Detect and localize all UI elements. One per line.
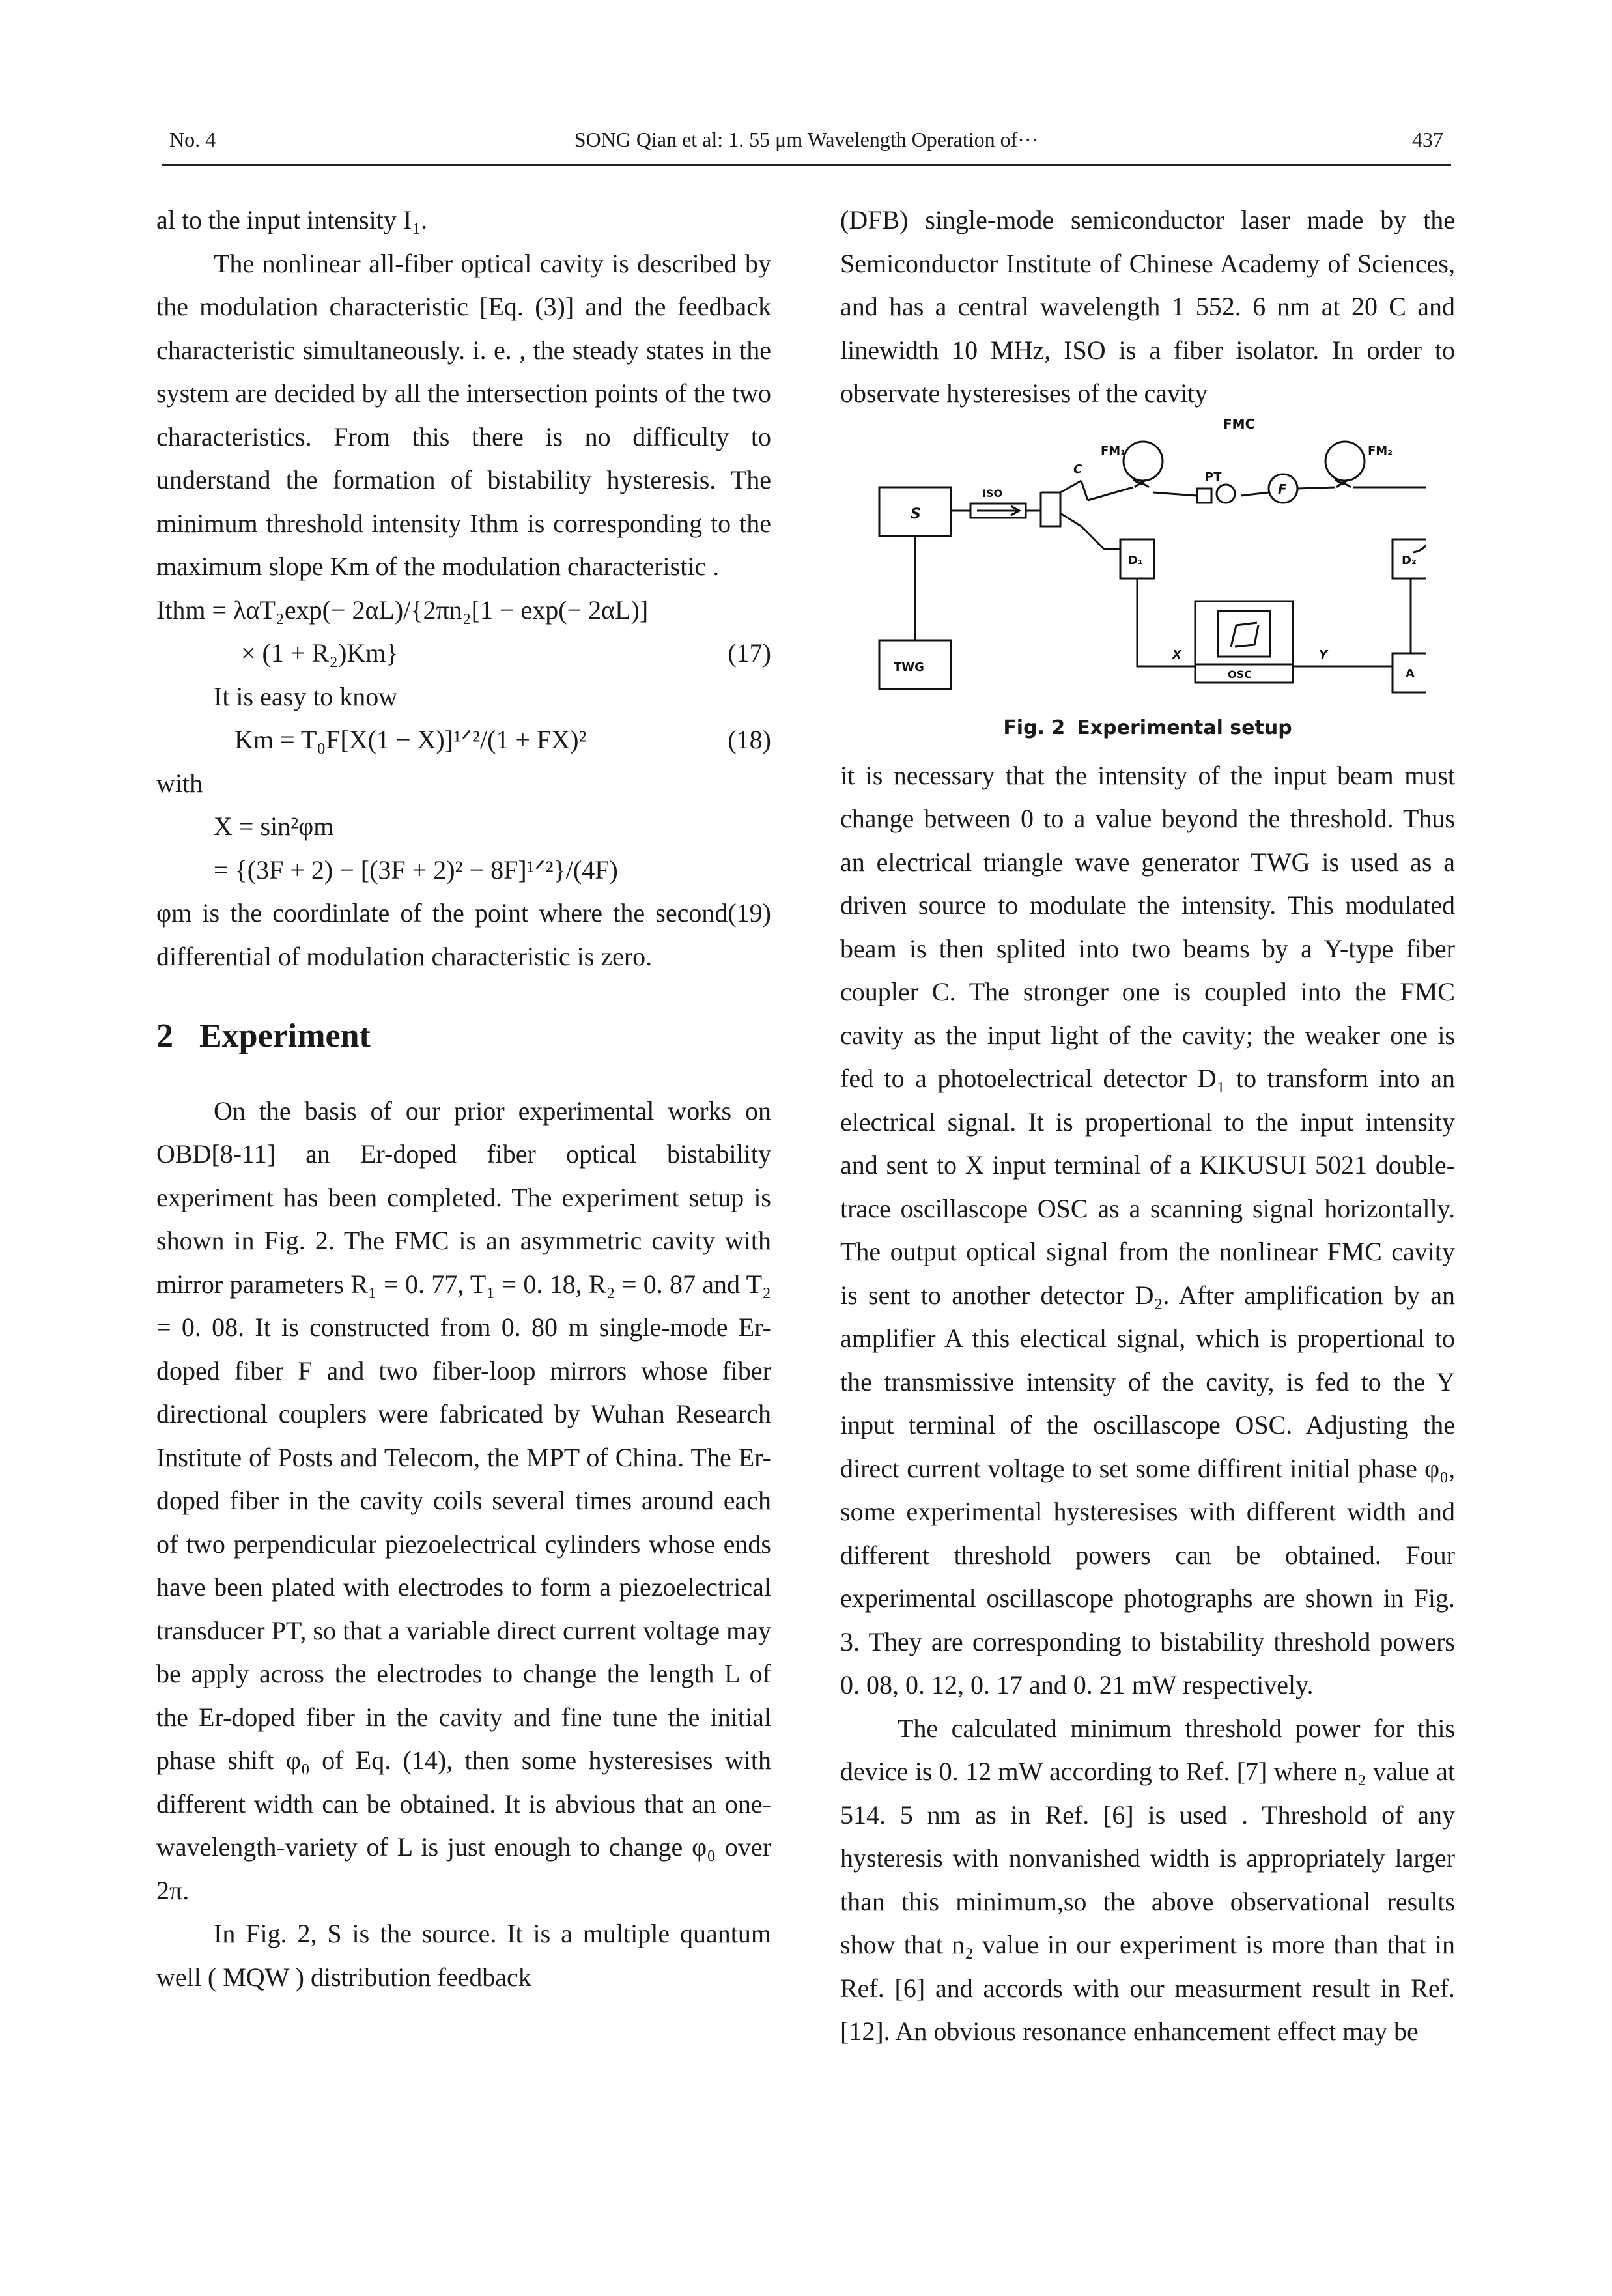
equation-number: (17) [728, 638, 771, 668]
fm1-label: FM₁ [1101, 444, 1126, 458]
paragraph: The calculated minimum threshold power for this device is 0. 12 mW according to Ref. [7] where n₂ value at 514. 5 nm as in Ref. [6] is used . Threshold of any hysteresis with nonvanished width is appropriately larger than this minimum,so the above observational results show that n₂ value in our experiment is more than that in Ref. [6] and accords with our measurment result in Ref. [12]. An obvious resonance enhancement effect may be [840, 1713, 1455, 2046]
fiber-loop-mirror-1 [1124, 442, 1163, 481]
paragraph: with [156, 768, 203, 798]
d1-label: D₁ [1128, 553, 1143, 567]
equation-19-line-2: = {(3F + 2) − [(3F + 2)² − 8F]¹ᐟ²}/(4F) [214, 855, 618, 885]
figure-experimental-setup [840, 416, 1455, 754]
setup-diagram [866, 416, 1426, 722]
y-coupler [1041, 481, 1081, 526]
equation-19-line-1: X = sin²φm [214, 812, 334, 841]
page-number: 437 [1412, 128, 1443, 151]
paragraph: On the basis of our prior experimental works on OBD[8-11] an Er-doped fiber optical bistability experiment has been completed. The experiment setup is shown in Fig. 2. The FMC is an asymmetric cavity with mirror parameters R₁ = 0. 77, T₁ = 0. 18, R₂ = 0. 87 and T₂ = 0. 08. It is constructed from 0. 80 m single-mode Er-doped fiber F and two fiber-loop mirrors whose fiber directional couplers were fabricated by Wuhan Research Institute of Posts and Telecom, the MPT of China. The Er-doped fiber in the cavity coils several times around each of two perpendicular piezoelectrical cylinders whose ends have been plated with electrodes to form a piezoelectrical transducer PT, so that a variable direct current voltage may be apply across the electrodes to change the length L of the Er-doped fiber in the cavity and fine tune the initial phase shift φ₀ of Eq. (14), then some hysteresises with different width can be obtained. It is abvious that an one-wavelength-variety of L is just enough to change φ₀ over 2π. [156, 1096, 771, 1905]
hysteresis-trace [1231, 623, 1258, 647]
equation-18: Km = T₀F[X(1 − X)]¹ᐟ²/(1 + FX)² (18) [156, 718, 771, 762]
paragraph: al to the input intensity I₁. [156, 205, 428, 234]
fmc-label: FMC [1223, 416, 1255, 432]
pt-cylinder [1217, 485, 1235, 503]
fiber-loop-mirror-2 [1325, 442, 1365, 481]
section-title: Experiment [199, 1017, 371, 1055]
osc-label: OSC [1228, 668, 1252, 681]
twg-label: TWG [894, 660, 924, 674]
x-label: X [1172, 647, 1181, 662]
a-label: A [1406, 666, 1415, 681]
right-column [840, 199, 1455, 2054]
iso-label: ISO [982, 487, 1003, 500]
paragraph: (DFB) single-mode semiconductor laser made by the Semiconductor Institute of Chinese Academy of Sciences, and has a central wavelength 1 552. 6 nm at 20 C and linewidth 10 MHz, ISO is a fiber isolator. In order to observate hysteresises of the cavity [840, 205, 1455, 408]
equation-number: (18) [728, 725, 771, 754]
osc-screen [1218, 611, 1270, 657]
fm2-label: FM₂ [1368, 444, 1393, 458]
d2-label: D₂ [1402, 553, 1417, 567]
isolator-arrow [977, 506, 1019, 515]
running-title: SONG Qian et al: 1. 55 μm Wavelength Operation of··· [574, 128, 1039, 151]
y-label: Y [1319, 647, 1328, 662]
page-header [162, 125, 1451, 166]
section-heading [156, 1015, 771, 1058]
left-column [156, 199, 771, 1999]
paragraph: φm is the coordinlate of the point where the second differential of modulation characteristic is zero. [156, 898, 728, 971]
figure-caption [840, 707, 1455, 750]
figure-caption-label: Fig. 2 [1003, 716, 1066, 739]
issue-number: No. 4 [169, 128, 216, 151]
paragraph: The nonlinear all-fiber optical cavity is described by the modulation characteristic [Eq. (3)] and the feedback characteristic simultaneously. i. e. , the steady states in the system are decided by all the intersection points of the two characteristics. From this there is no difficulty to understand the formation of bistability hysteresis. The minimum threshold intensity Ithm is corresponding to the maximum slope Km of the modulation characteristic . [156, 248, 771, 581]
equation-17-line-1: Ithm = λαT₂exp(− 2αL)/{2πn₂[1 − exp(− 2αL)] [156, 595, 649, 625]
paragraph: It is easy to know [214, 681, 398, 711]
section-number: 2 [156, 1017, 173, 1055]
c-to-d1 [1081, 526, 1120, 549]
equation-17-line-2: × (1 + R₂)Km} (17) [156, 632, 771, 675]
s-label: S [911, 505, 921, 522]
x-signal-line [1137, 578, 1195, 666]
fiber-line [1088, 487, 1426, 552]
paragraph: it is necessary that the intensity of the input beam must change between 0 to a value beyond the threshold. Thus an electrical triangle wave generator TWG is used as a driven source to modulate the intensity. This modulated beam is then splited into two beams by a Y-type fiber coupler C. The stronger one is coupled into the FMC cavity as the input light of the cavity; the weaker one is fed to a photoelectrical detector D₁ to transform into an electrical signal. It is propertional to the input intensity and sent to X input terminal of a KIKUSUI 5021 double-trace oscillascope OSC as a scanning signal horizontally. The output optical signal from the nonlinear FMC cavity is sent to another detector D₂. After amplification by an amplifier A this electical signal, which is propertional to the transmissive intensity of the cavity, is fed to the Y input terminal of the oscillascope OSC. Adjusting the direct current voltage to set some diffirent initial phase φ₀, some experimental hysteresises with different width and different threshold powers can be obtained. Four experimental oscillascope photographs are shown in Fig. 3. They are corresponding to bistability threshold powers 0. 08, 0. 12, 0. 17 and 0. 21 mW respectively. [840, 760, 1455, 1699]
equation-number: (19) [728, 898, 771, 928]
f-label: F [1278, 481, 1287, 497]
piezo-transducer [1197, 489, 1211, 503]
paragraph: In Fig. 2, S is the source. It is a multiple quantum well ( MQW ) distribution feedback [156, 1919, 771, 1992]
pt-label: PT [1205, 470, 1222, 484]
figure-caption-text: Experimental setup [1077, 716, 1292, 739]
c-label: C [1073, 462, 1082, 476]
